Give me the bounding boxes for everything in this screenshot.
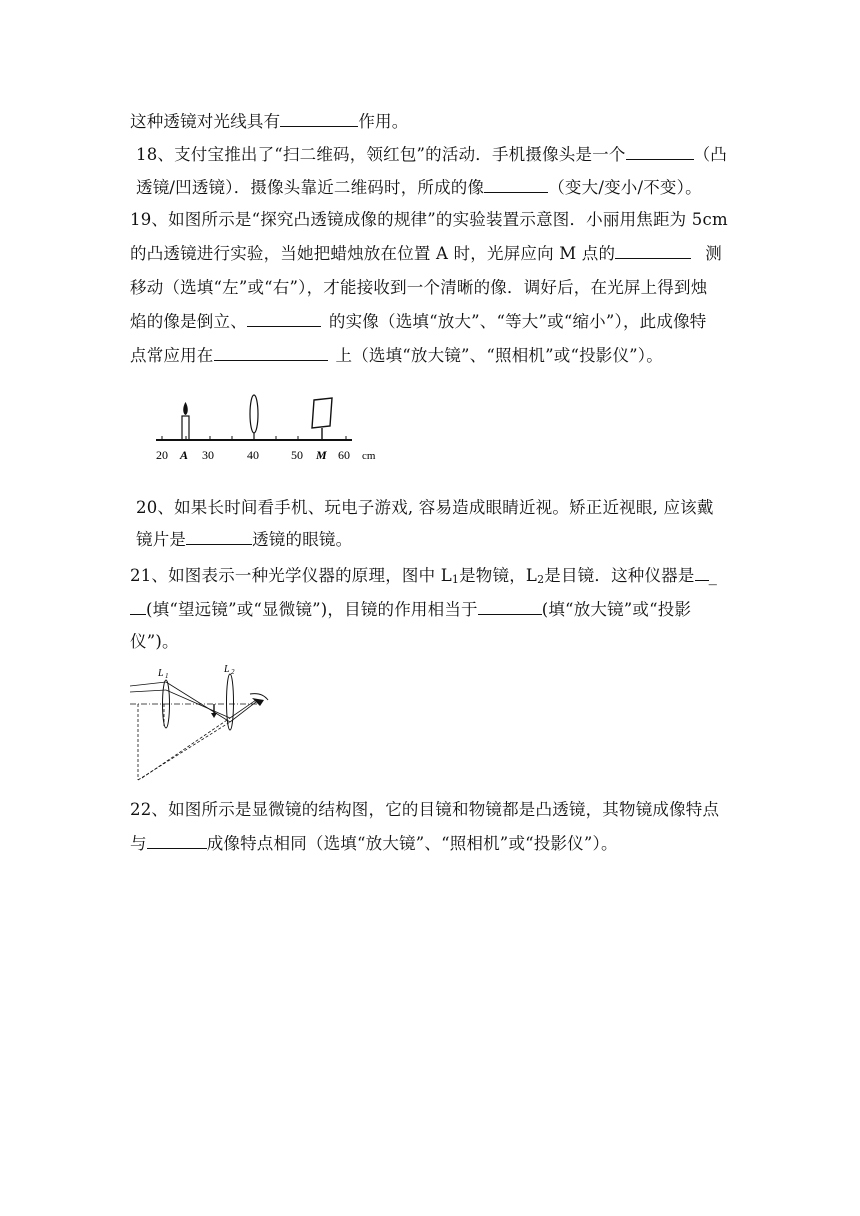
q22-blank[interactable]	[147, 832, 207, 849]
q21-sub: 2	[537, 573, 545, 586]
lens-label-l1: L	[158, 668, 164, 679]
q21-blank-2[interactable]	[478, 598, 542, 615]
q17-blank[interactable]	[280, 110, 358, 127]
ray	[166, 682, 230, 722]
tick-label: 50	[291, 448, 303, 462]
q21-line-3	[130, 630, 740, 654]
dashed-line	[142, 718, 230, 778]
q17-line	[130, 110, 740, 134]
tick-label: A	[180, 448, 189, 462]
lens-label-l2-sub: 2	[231, 668, 235, 676]
q19-text: 19、如图所示是“探究凸透镜成像的规律”的实验装置示意图．小丽用焦距为 5cm	[130, 210, 728, 229]
q21-blank-1b[interactable]	[130, 598, 146, 615]
q19-line-4	[130, 310, 740, 334]
tick-label: 30	[202, 448, 214, 462]
tick-label: 40	[247, 448, 259, 462]
q19-line-5	[130, 344, 740, 368]
q21-text: (填“望远镜”或“显微镜”)，目镜的作用相当于	[146, 600, 478, 619]
q20-blank[interactable]	[186, 528, 252, 545]
q19-text: 上（选填“放大镜”、“照相机”或“投影仪”）。	[335, 346, 663, 365]
q21-text: 是物镜，L	[459, 566, 538, 585]
q20-text: 20、如果长时间看手机、玩电子游戏, 容易造成眼睛近视。矫正近视眼, 应该戴	[136, 498, 714, 517]
tick-label: M	[316, 448, 327, 462]
q19-text: 焰的像是倒立、	[130, 312, 247, 331]
q18-text: 18、支付宝推出了“扫二维码，领红包”的活动．手机摄像头是一个	[136, 145, 626, 164]
q21-line-2	[130, 598, 740, 622]
q18-line-1	[136, 143, 746, 167]
lens-label-l2: L	[224, 664, 230, 675]
q19-text: 移动（选填“左”或“右”），才能接收到一个清晰的像．调好后，在光屏上得到烛	[130, 278, 708, 297]
q18-text: （变大/变小/不变）。	[548, 178, 702, 197]
q21-sub: 1	[451, 573, 460, 586]
q19-line-3	[130, 276, 740, 300]
convex-lens	[250, 395, 258, 440]
q18-blank-2[interactable]	[484, 176, 548, 193]
lens-label-l1-sub: 1	[165, 672, 169, 680]
q20-line-2	[136, 528, 746, 552]
ray	[130, 682, 166, 686]
light-screen	[312, 398, 332, 440]
q17-text-a: 这种透镜对光线具有	[130, 112, 281, 131]
q21-blank-1[interactable]	[695, 564, 709, 581]
tick-label: cm	[362, 450, 376, 462]
q17-text-b: 作用。	[358, 112, 409, 131]
q21-text: 仪”)。	[130, 632, 179, 651]
eye-icon-brow	[250, 694, 268, 700]
q22-text: 与	[130, 834, 147, 853]
q21-text: 21、如图表示一种光学仪器的原理，图中 L	[130, 566, 452, 585]
q22-text: 22、如图所示是显微镜的结构图，它的目镜和物镜都是凸透镜，其物镜成像特点	[130, 800, 720, 819]
q22-line-1	[130, 798, 740, 822]
candle	[182, 402, 189, 440]
tick-label: 20	[156, 448, 168, 462]
image-arrow-head	[211, 713, 217, 718]
q19-blank-3[interactable]	[214, 344, 328, 361]
q22-text: 成像特点相同（选填“放大镜”、“照相机”或“投影仪”）。	[206, 834, 618, 853]
q21-text: _	[708, 566, 718, 585]
q19-text: 测	[705, 244, 722, 263]
optical-instrument-figure	[128, 660, 276, 786]
q21-text: 是目镜．这种仪器是	[544, 566, 695, 585]
q19-blank-1[interactable]	[615, 242, 691, 259]
q19-blank-2[interactable]	[247, 310, 321, 327]
q20-text: 透镜的眼镜。	[252, 530, 353, 549]
q19-line-2	[130, 242, 740, 266]
q20-text: 镜片是	[136, 530, 187, 549]
q19-text: 的实像（选填“放大”、“等大”或“缩小”），此成像特	[328, 312, 707, 331]
tick-label: 60	[338, 448, 350, 462]
optical-bench-figure	[152, 392, 388, 472]
q18-text: 透镜/凹透镜）．摄像头靠近二维码时，所成的像	[136, 178, 485, 197]
q19-text: 的凸透镜进行实验，当她把蜡烛放在位置 A 时，光屏应向 M 点的	[130, 244, 616, 263]
q19-text: 点常应用在	[130, 346, 214, 365]
q18-line-2	[136, 176, 746, 200]
ray	[130, 690, 166, 692]
q18-blank-1[interactable]	[626, 143, 694, 160]
q21-line-1	[130, 564, 740, 588]
q21-text: (填“放大镜”或“投影	[541, 600, 692, 619]
q18-text: （凸	[693, 145, 727, 164]
q20-line-1	[136, 496, 746, 520]
q22-line-2	[130, 832, 740, 856]
q19-line-1	[130, 208, 740, 232]
